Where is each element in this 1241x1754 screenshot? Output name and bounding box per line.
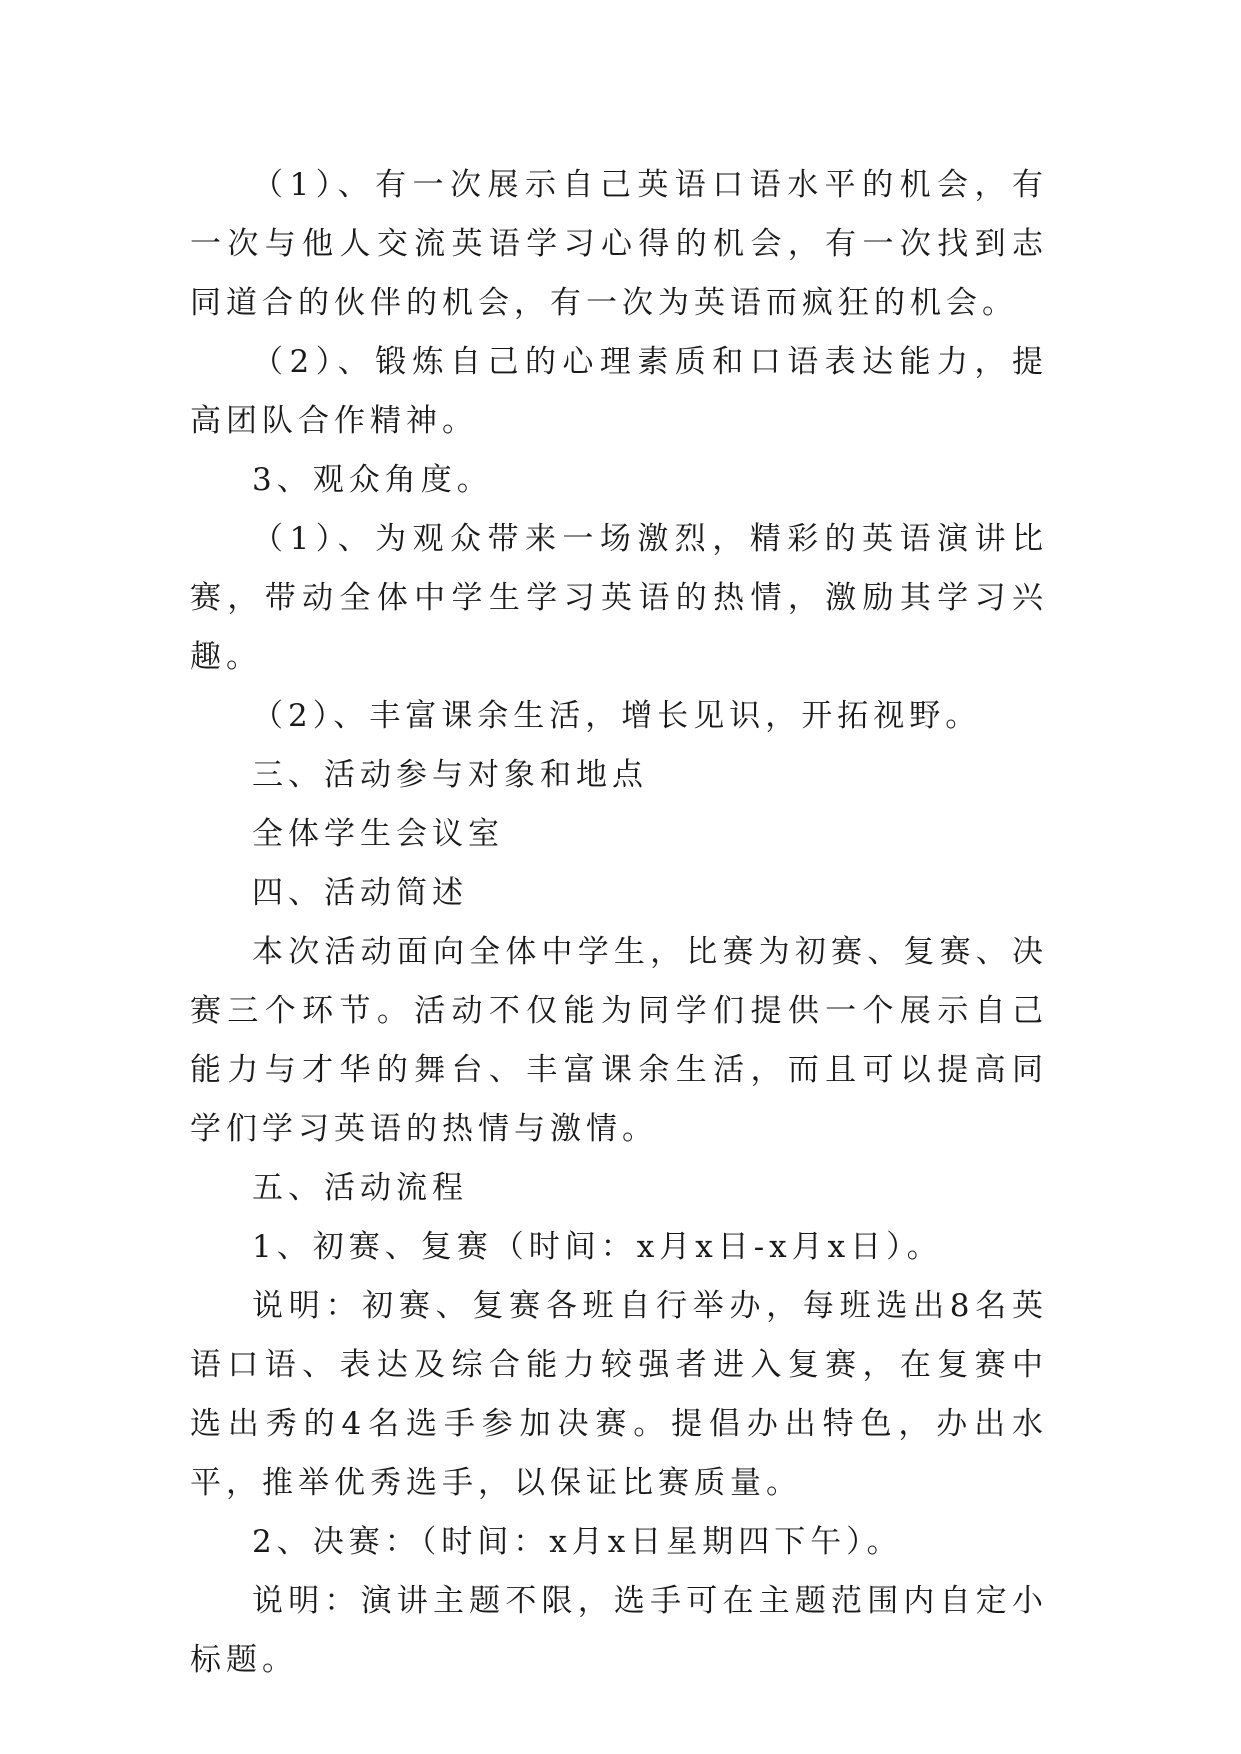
section-heading-process: 五、活动流程	[252, 1170, 468, 1206]
paragraph-audience-1: （1）、为观众带来一场激烈，精彩的英语演讲比赛，带动全体中学生学习英语的热情，激励其学习兴趣。	[190, 521, 1048, 675]
paragraph-audience-2: （2）、丰富课余生活，增长见识，开拓视野。	[252, 698, 982, 734]
section-heading-overview: 四、活动简述	[252, 875, 468, 911]
paragraph-goal-1: （1）、有一次展示自己英语口语水平的机会，有一次与他人交流英语学习心得的机会，有一次找到志同道合的伙伴的机会，有一次为英语而疯狂的机会。	[190, 167, 1048, 321]
paragraph-preliminary: 1、初赛、复赛（时间：x月x日-x月x日）。	[252, 1229, 943, 1265]
paragraph-goal-2: （2）、锻炼自己的心理素质和口语表达能力，提高团队合作精神。	[190, 344, 1048, 439]
paragraph-audience-heading: 3、观众角度。	[252, 462, 493, 498]
paragraph-location: 全体学生会议室	[252, 816, 504, 852]
section-heading-participants: 三、活动参与对象和地点	[252, 757, 648, 793]
paragraph-final: 2、决赛：（时间：x月x日星期四下午）。	[252, 1524, 903, 1560]
document-body	[190, 156, 1048, 1690]
paragraph-preliminary-note: 说明：初赛、复赛各班自行举办，每班选出8名英语口语、表达及综合能力较强者进入复赛，在复赛中选出秀的4名选手参加决赛。提倡办出特色，办出水平，推举优秀选手，以保证比赛质量。	[190, 1288, 1048, 1501]
paragraph-final-note: 说明：演讲主题不限，选手可在主题范围内自定小标题。	[190, 1583, 1048, 1678]
paragraph-overview: 本次活动面向全体中学生，比赛为初赛、复赛、决赛三个环节。活动不仅能为同学们提供一个展示自己能力与才华的舞台、丰富课余生活，而且可以提高同学们学习英语的热情与激情。	[190, 934, 1048, 1147]
